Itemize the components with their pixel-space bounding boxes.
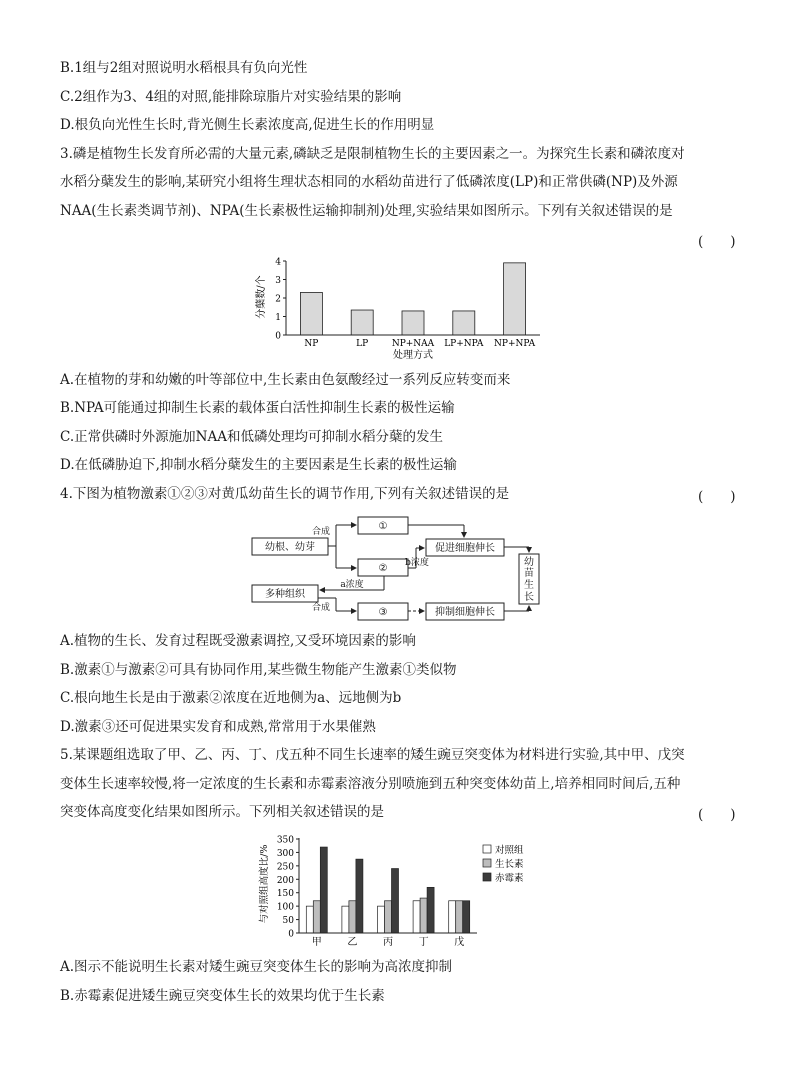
q5-legend-swatch — [483, 845, 491, 853]
q5-legend-swatch — [483, 873, 491, 881]
hormone-1-label: ① — [378, 521, 388, 532]
q5-ytick-label: 350 — [276, 835, 294, 846]
q5-bar — [356, 859, 363, 933]
q5-bar — [342, 906, 349, 933]
tissue-label: 多种组织 — [265, 589, 305, 600]
synth-label-1: 合成 — [311, 527, 331, 537]
q5-legend-label: 对照组 — [495, 845, 524, 856]
q5-stem-line-1: 5.某课题组选取了甲、乙、丙、丁、戊五种不同生长速率的矮生豌豆突变体为材料进行实验,其中甲、戊突 — [60, 747, 685, 763]
q4-option-b: B.激素①与激素②可具有协同作用,某些微生物能产生激素①类似物 — [60, 662, 457, 678]
q5-bar — [420, 898, 427, 933]
q5-bar — [306, 906, 313, 933]
q5-grouped-bar-chart — [255, 832, 555, 950]
q5-ytick-label: 250 — [276, 862, 294, 873]
q3-category-label: LP+NPA — [444, 339, 484, 349]
q5-bar — [320, 847, 327, 933]
q3-category-label: LP — [356, 339, 369, 349]
q3-bar — [402, 311, 424, 335]
q5-ylabel: 与对照组高度比/% — [259, 844, 270, 924]
q5-bar — [427, 887, 434, 933]
source-label: 幼根、幼芽 — [265, 542, 315, 553]
q3-ytick-label: 1 — [275, 313, 281, 323]
q3-stem-line-1: 3.磷是植物生长发育所必需的大量元素,磷缺乏是限制植物生长的主要因素之一。为探究生长素和磷浓度对 — [60, 146, 685, 162]
promote-label: 促进细胞伸长 — [435, 543, 495, 554]
q5-bar — [313, 901, 320, 933]
b-conc-label: b浓度 — [405, 558, 429, 568]
q3-ytick-label: 0 — [275, 331, 281, 342]
q5-ytick-label: 200 — [276, 875, 294, 886]
q5-bar — [349, 901, 356, 933]
q5-category-label: 乙 — [347, 937, 358, 948]
q5-ytick-label: 100 — [276, 902, 294, 913]
q3-answer-paren: ( ) — [698, 234, 736, 250]
q3-bar-chart — [250, 255, 550, 365]
q3-bar — [351, 310, 373, 335]
q3-category-label: NP+NAA — [391, 339, 435, 349]
q5-option-a: A.图示不能说明生长素对矮生豌豆突变体生长的影响为高浓度抑制 — [60, 959, 453, 975]
q5-option-b: B.赤霉素促进矮生豌豆突变体生长的效果均优于生长素 — [60, 988, 385, 1004]
q3-option-a: A.在植物的芽和幼嫩的叶等部位中,生长素由色氨酸经过一系列反应转变而来 — [60, 372, 511, 388]
q2-option-d: D.根负向光性生长时,背光侧生长素浓度高,促进生长的作用明显 — [60, 117, 435, 133]
q5-legend-label: 生长素 — [495, 859, 524, 870]
q5-ytick-label: 300 — [276, 848, 294, 859]
q5-category-label: 丁 — [418, 937, 429, 948]
q5-category-label: 甲 — [311, 937, 322, 948]
q5-bar — [385, 901, 392, 933]
q5-category-label: 戊 — [454, 937, 465, 948]
q3-bar — [504, 263, 526, 335]
q3-ylabel: 分蘖数/个 — [256, 275, 267, 319]
q4-stem: 4.下图为植物激素①②③对黄瓜幼苗生长的调节作用,下列有关叙述错误的是 — [60, 486, 510, 502]
q3-option-d: D.在低磷胁迫下,抑制水稻分蘖发生的主要因素是生长素的极性运输 — [60, 457, 457, 473]
q2-option-c: C.2组作为3、4组的对照,能排除琼脂片对实验结果的影响 — [60, 89, 402, 105]
q3-category-label: NP+NPA — [494, 339, 536, 349]
q5-bar — [392, 869, 399, 933]
q3-ytick-label: 4 — [275, 257, 281, 268]
q3-stem-line-3: NAA(生长素类调节剂)、NPA(生长素极性运输抑制剂)处理,实验结果如图所示。下列有关叙述错误的是 — [60, 203, 673, 219]
q5-answer-paren: ( ) — [698, 807, 736, 823]
hormone-3-label: ③ — [378, 607, 388, 618]
q4-option-d: D.激素③还可促进果实发育和成熟,常常用于水果催熟 — [60, 719, 376, 735]
growth-char-1: 幼 — [524, 557, 534, 568]
a-conc-label: a浓度 — [340, 580, 364, 590]
q5-stem-line-2: 变体生长速率较慢,将一定浓度的生长素和赤霉素溶液分别喷施到五种突变体幼苗上,培养相同时间后,五种 — [60, 776, 681, 792]
q5-ytick-label: 50 — [282, 916, 294, 927]
q3-option-b: B.NPA可能通过抑制生长素的载体蛋白活性抑制生长素的极性运输 — [60, 400, 455, 416]
growth-char-4: 长 — [524, 592, 534, 603]
q4-option-c: C.根向地生长是由于激素②浓度在近地侧为a、远地侧为b — [60, 690, 402, 706]
growth-char-3: 生 — [524, 580, 534, 591]
q2-option-b: B.1组与2组对照说明水稻根具有负向光性 — [60, 60, 308, 76]
q5-bar — [449, 901, 456, 933]
q5-bar — [378, 906, 385, 933]
q5-ytick-label: 150 — [276, 889, 294, 900]
q5-legend-label: 赤霉素 — [495, 873, 524, 884]
q3-ytick-label: 3 — [275, 276, 281, 286]
q3-bar — [453, 311, 475, 335]
q4-answer-paren: ( ) — [698, 489, 736, 505]
hormone-2-label: ② — [378, 563, 388, 574]
q5-legend-swatch — [483, 859, 491, 867]
q3-bar — [300, 292, 322, 335]
q3-ytick-label: 2 — [275, 294, 281, 305]
inhibit-label: 抑制细胞伸长 — [435, 607, 495, 618]
q5-stem-line-3: 突变体高度变化结果如图所示。下列相关叙述错误的是 — [60, 804, 384, 820]
q3-category-label: NP — [304, 339, 319, 349]
q3-stem-line-2: 水稻分蘖发生的影响,某研究小组将生理状态相同的水稻幼苗进行了低磷浓度(LP)和正常供磷(NP)及外源 — [60, 174, 678, 190]
q3-option-c: C.正常供磷时外源施加NAA和低磷处理均可抑制水稻分蘖的发生 — [60, 429, 443, 445]
q5-category-label: 丙 — [383, 937, 393, 948]
synth-label-2: 合成 — [311, 603, 331, 613]
q4-hormone-diagram — [248, 512, 548, 624]
q5-bar — [456, 901, 463, 933]
q5-ytick-label: 0 — [288, 929, 294, 940]
q5-bar — [413, 901, 420, 933]
q3-xlabel: 处理方式 — [393, 350, 433, 361]
growth-char-2: 苗 — [524, 568, 534, 579]
q4-option-a: A.植物的生长、发育过程既受激素调控,又受环境因素的影响 — [60, 633, 416, 649]
q5-bar — [463, 901, 470, 933]
